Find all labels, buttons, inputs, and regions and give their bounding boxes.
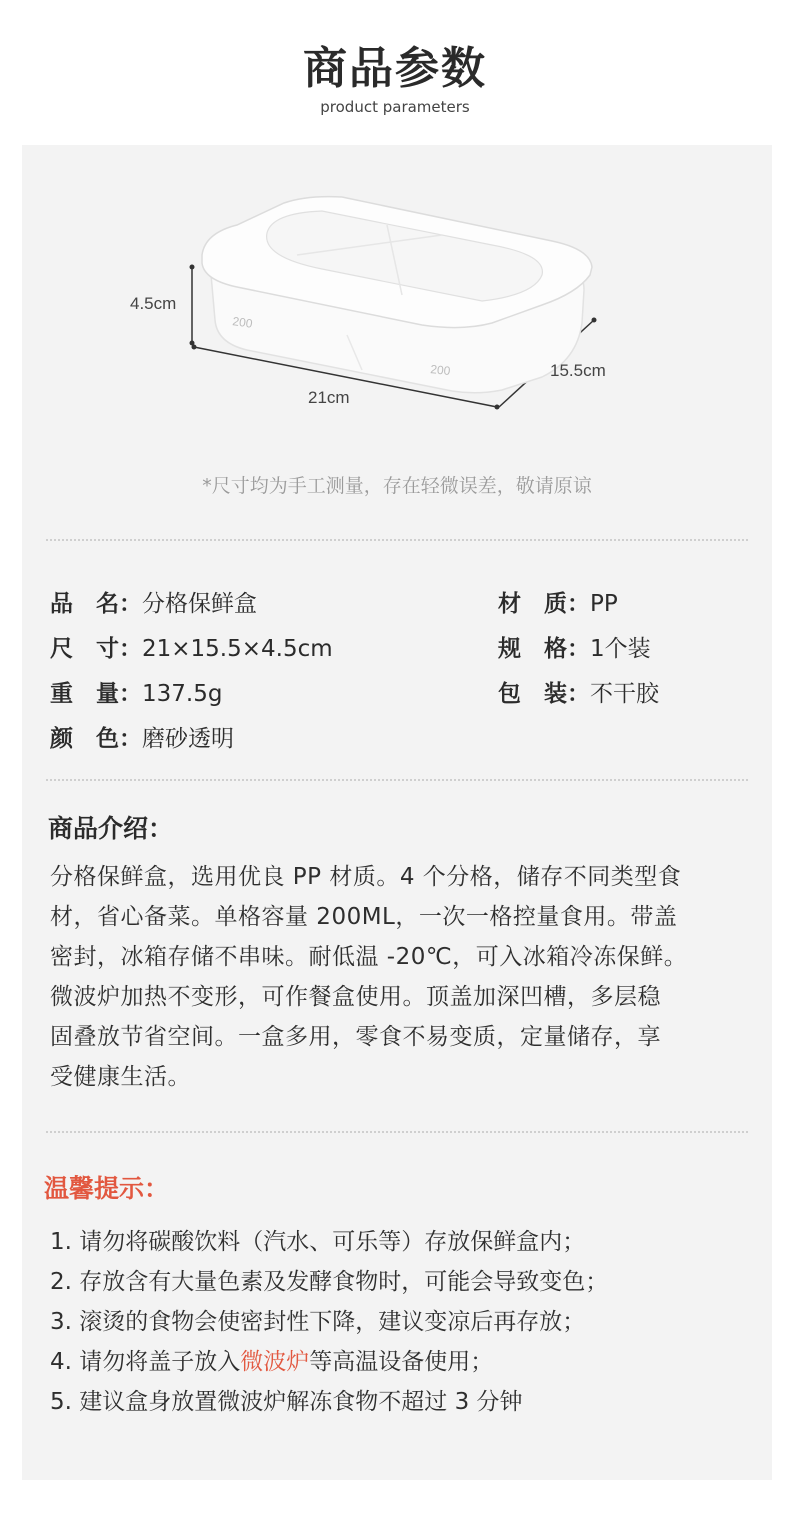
intro-text bbox=[50, 857, 750, 1097]
tip-text: 4. 请勿将盖子放入 bbox=[50, 1349, 241, 1375]
tip-item: 5. 建议盒身放置微波炉解冻食物不超过 3 分钟 bbox=[50, 1389, 523, 1415]
page-title: 商品参数 bbox=[303, 43, 487, 94]
spec-size-key: 尺 寸： bbox=[50, 636, 142, 662]
divider bbox=[46, 779, 748, 781]
spec-package-key: 包 装： bbox=[498, 681, 590, 707]
spec-weight-key: 重 量： bbox=[50, 681, 142, 707]
spec-material-value: PP bbox=[590, 591, 618, 617]
spec-spec-value: 1个装 bbox=[590, 636, 651, 662]
tip-text: 等高温设备使用； bbox=[309, 1349, 494, 1375]
spec-name-key: 品 名： bbox=[50, 591, 142, 617]
spec-weight bbox=[50, 675, 222, 708]
tip-item: 3. 滚烫的食物会使密封性下降，建议变凉后再存放； bbox=[50, 1309, 586, 1335]
spec-spec bbox=[498, 630, 651, 663]
spec-package-value: 不干胶 bbox=[590, 681, 659, 707]
intro-line: 固叠放节省空间。一盒多用，零食不易变质，定量储存，享 bbox=[50, 1024, 661, 1050]
tips-title: 温馨提示： bbox=[44, 1174, 170, 1203]
tip-item: 1. 请勿将碳酸饮料（汽水、可乐等）存放保鲜盒内； bbox=[50, 1229, 586, 1255]
intro-line: 分格保鲜盒，选用优良 PP 材质。4 个分格，储存不同类型食 bbox=[50, 864, 682, 890]
intro-title: 商品介绍： bbox=[48, 814, 174, 843]
tip-highlight: 微波炉 bbox=[240, 1349, 310, 1375]
divider bbox=[46, 539, 748, 541]
spec-color-key: 颜 色： bbox=[50, 726, 142, 752]
spec-package bbox=[498, 675, 659, 708]
page-subtitle: product parameters bbox=[320, 98, 470, 116]
spec-material-key: 材 质： bbox=[498, 591, 590, 617]
length-dimension-label: 21cm bbox=[308, 388, 350, 407]
spec-color bbox=[50, 720, 234, 753]
spec-name bbox=[50, 585, 257, 618]
spec-weight-value: 137.5g bbox=[142, 681, 223, 707]
spec-size bbox=[50, 630, 333, 663]
capacity-mark-left: 200 bbox=[231, 314, 254, 331]
intro-line: 受健康生活。 bbox=[50, 1064, 191, 1090]
spec-color-value: 磨砂透明 bbox=[142, 726, 234, 752]
intro-line: 密封，冰箱存储不串味。耐低温 -20℃，可入冰箱冷冻保鲜。 bbox=[50, 944, 688, 970]
capacity-mark-right: 200 bbox=[429, 362, 452, 379]
spec-name-value: 分格保鲜盒 bbox=[142, 591, 257, 617]
parameters-panel bbox=[22, 145, 772, 1480]
tip-item: 2. 存放含有大量色素及发酵食物时，可能会导致变色； bbox=[50, 1269, 609, 1295]
intro-line: 材，省心备菜。单格容量 200ML，一次一格控量食用。带盖 bbox=[50, 904, 678, 930]
spec-material bbox=[498, 585, 618, 618]
product-figure bbox=[22, 145, 772, 585]
divider bbox=[46, 1131, 748, 1133]
intro-line: 微波炉加热不变形，可作餐盒使用。顶盖加深凹槽，多层稳 bbox=[50, 984, 661, 1010]
spec-size-value: 21×15.5×4.5cm bbox=[142, 636, 333, 662]
width-dimension-label: 15.5cm bbox=[550, 361, 606, 380]
height-dimension-label: 4.5cm bbox=[130, 294, 177, 313]
measurement-note: *尺寸均为手工测量，存在轻微误差，敬请原谅 bbox=[202, 475, 592, 497]
tip-item bbox=[50, 1343, 493, 1376]
spec-spec-key: 规 格： bbox=[498, 636, 590, 662]
